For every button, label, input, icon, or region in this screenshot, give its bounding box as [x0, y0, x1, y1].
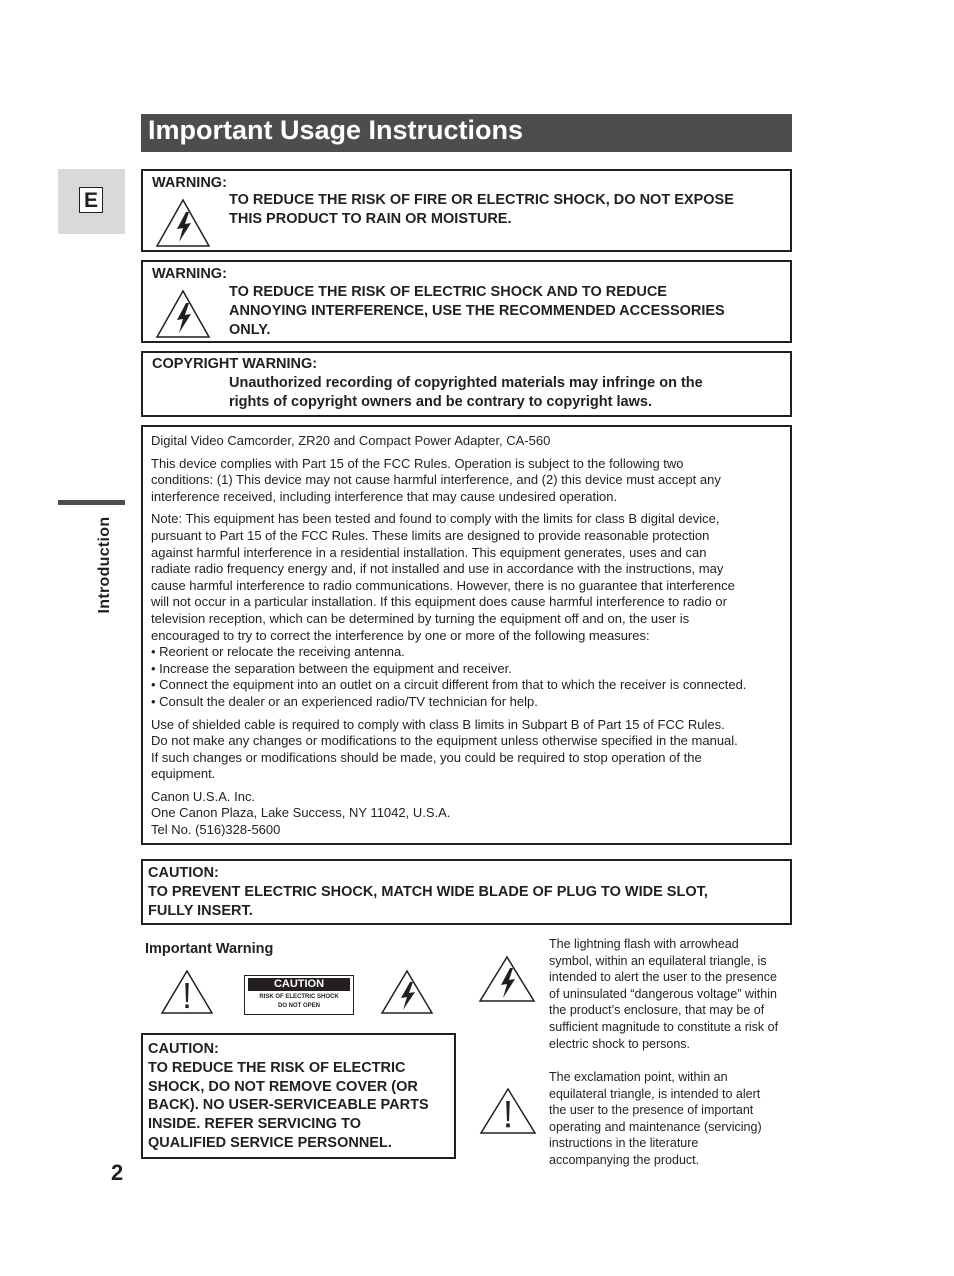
page-number: 2: [111, 1160, 124, 1185]
exclamation-triangle-icon: [160, 969, 214, 1015]
caution-line: TO REDUCE THE RISK OF ELECTRIC: [148, 1059, 406, 1076]
warning-line: ONLY.: [229, 322, 271, 338]
fcc-measure: • Reorient or relocate the receiving antenna.: [151, 644, 405, 660]
fcc-note: [151, 511, 791, 710]
explanation-line: The exclamation point, within an: [549, 1070, 728, 1084]
warning-heading: WARNING:: [152, 175, 227, 191]
address-line: Tel No. (516)328-5600: [151, 822, 281, 838]
caution-line: TO PREVENT ELECTRIC SHOCK, MATCH WIDE BLADE OF PLUG TO WIDE SLOT,: [148, 883, 708, 900]
fcc-statement: [151, 433, 791, 845]
address-line: Canon U.S.A. Inc.: [151, 788, 256, 804]
fcc-line: This device complies with Part 15 of the FCC Rules. Operation is subject to the following two: [151, 455, 684, 471]
fcc-line: Note: This equipment has been tested and found to comply with the limits for class B digital device,: [151, 511, 720, 527]
copyright-line: rights of copyright owners and be contrary to copyright laws.: [229, 394, 652, 410]
caution-label-icon: [244, 975, 354, 1015]
fcc-compliance: [151, 456, 791, 506]
fcc-shielded: [151, 717, 791, 783]
section-label: Introduction: [96, 516, 113, 614]
caution-label-line: RISK OF ELECTRIC SHOCK: [259, 994, 339, 1000]
fcc-line: Do not make any changes or modifications to the equipment unless otherwise specified in the manual.: [151, 733, 738, 749]
language-tab: [58, 169, 125, 234]
copyright-heading: COPYRIGHT WARNING:: [152, 356, 318, 372]
caution-heading: CAUTION:: [148, 1041, 219, 1057]
explanation-line: The lightning flash with arrowhead: [549, 937, 739, 951]
explanation-line: operating and maintenance (servicing): [549, 1119, 762, 1134]
lightning-triangle-icon: [478, 955, 536, 1003]
fcc-line: will not occur in a particular installation. If this equipment does cause harmful interference to radio or: [151, 594, 727, 610]
lightning-triangle-icon: [155, 198, 211, 248]
fcc-line: interference received, including interference that may cause undesired operation.: [151, 488, 618, 504]
explanation-line: intended to alert the user to the presence: [549, 970, 777, 985]
warning-line: THIS PRODUCT TO RAIN OR MOISTURE.: [229, 211, 512, 227]
warning-text: [229, 191, 789, 229]
cover-caution-text: [148, 1040, 453, 1153]
copyright-warning-box: [141, 351, 792, 417]
caution-heading: CAUTION:: [148, 865, 219, 881]
fcc-measure: • Increase the separation between the equipment and receiver.: [151, 660, 512, 676]
plug-caution-text: [148, 864, 788, 920]
caution-line: QUALIFIED SERVICE PERSONNEL.: [148, 1134, 392, 1151]
plug-caution-box: [141, 859, 792, 925]
caution-line: SHOCK, DO NOT REMOVE COVER (OR: [148, 1078, 418, 1095]
explanation-line: accompanying the product.: [549, 1152, 700, 1167]
explanation-line: symbol, within an equilateral triangle, is: [549, 953, 767, 968]
explanation-line: the user to the presence of important: [549, 1103, 754, 1118]
fcc-line: against harmful interference in a residential installation. This equipment generates, uses and can: [151, 544, 707, 560]
explanation-line: sufficient magnitude to constitute a risk of: [549, 1019, 779, 1034]
fcc-line: If such changes or modifications should be made, you could be required to stop operation of the: [151, 749, 702, 765]
fcc-line: equipment.: [151, 766, 216, 782]
fcc-measure: • Consult the dealer or an experienced radio/TV technician for help.: [151, 693, 538, 709]
exclamation-triangle-icon: [479, 1087, 537, 1135]
fcc-address: [151, 789, 791, 839]
copyright-text: [229, 374, 789, 412]
fcc-line: cause harmful interference to radio communications. However, there is no guarantee that interference: [151, 577, 735, 593]
explanation-line: equilateral triangle, is intended to alert: [549, 1086, 761, 1101]
caution-line: INSIDE. REFER SERVICING TO: [148, 1116, 361, 1133]
exclamation-explanation: [549, 1069, 794, 1169]
language-label: E: [79, 187, 103, 213]
fcc-measure: • Connect the equipment into an outlet on a circuit different from that to which the receiver is connected.: [151, 677, 747, 693]
warning-box-fire: [141, 169, 792, 252]
section-rule: [58, 500, 125, 505]
title-bar: [141, 114, 792, 152]
fcc-product: Digital Video Camcorder, ZR20 and Compact Power Adapter, CA-560: [151, 433, 551, 448]
fcc-line: pursuant to Part 15 of the FCC Rules. These limits are designed to provide reasonable protection: [151, 527, 710, 543]
caution-label-line: DO NOT OPEN: [277, 1003, 320, 1009]
warning-line: ANNOYING INTERFERENCE, USE THE RECOMMENDED ACCESSORIES: [229, 303, 725, 319]
caution-line: BACK). NO USER-SERVICEABLE PARTS: [148, 1097, 429, 1114]
cover-caution-box: [141, 1033, 456, 1159]
page-title: Important Usage Instructions: [148, 115, 524, 145]
fcc-line: conditions: (1) This device may not cause harmful interference, and (2) this device must accept any: [151, 472, 721, 488]
warning-box-accessories: [141, 260, 792, 343]
warning-text: [229, 283, 789, 340]
warning-line: TO REDUCE THE RISK OF ELECTRIC SHOCK AND TO REDUCE: [229, 284, 667, 300]
lightning-explanation: [549, 936, 794, 1052]
explanation-line: instructions in the literature: [549, 1136, 699, 1151]
lightning-triangle-icon: [380, 969, 434, 1015]
explanation-line: of uninsulated “dangerous voltage” within: [549, 986, 777, 1001]
caution-line: FULLY INSERT.: [148, 902, 253, 919]
address-line: One Canon Plaza, Lake Success, NY 11042, U.S.A.: [151, 805, 451, 821]
explanation-line: electric shock to persons.: [549, 1036, 691, 1051]
copyright-line: Unauthorized recording of copyrighted materials may infringe on the: [229, 375, 703, 391]
important-warning-heading: Important Warning: [145, 941, 274, 957]
caution-label-title: CAUTION: [248, 978, 350, 991]
lightning-triangle-icon: [155, 289, 211, 339]
fcc-line: encouraged to try to correct the interference by one or more of the following measures:: [151, 627, 650, 643]
warning-line: TO REDUCE THE RISK OF FIRE OR ELECTRIC SHOCK, DO NOT EXPOSE: [229, 192, 734, 208]
fcc-statement-box: [141, 425, 792, 845]
fcc-line: Use of shielded cable is required to comply with class B limits in Subpart B of Part 15 of FCC Rules.: [151, 716, 725, 732]
warning-heading: WARNING:: [152, 266, 227, 282]
explanation-line: the product’s enclosure, that may be of: [549, 1003, 765, 1018]
fcc-line: television reception, which can be determined by turning the equipment off and on, the user is: [151, 610, 690, 626]
fcc-line: radiate radio frequency energy and, if not installed and use in accordance with the instructions, may: [151, 561, 724, 577]
